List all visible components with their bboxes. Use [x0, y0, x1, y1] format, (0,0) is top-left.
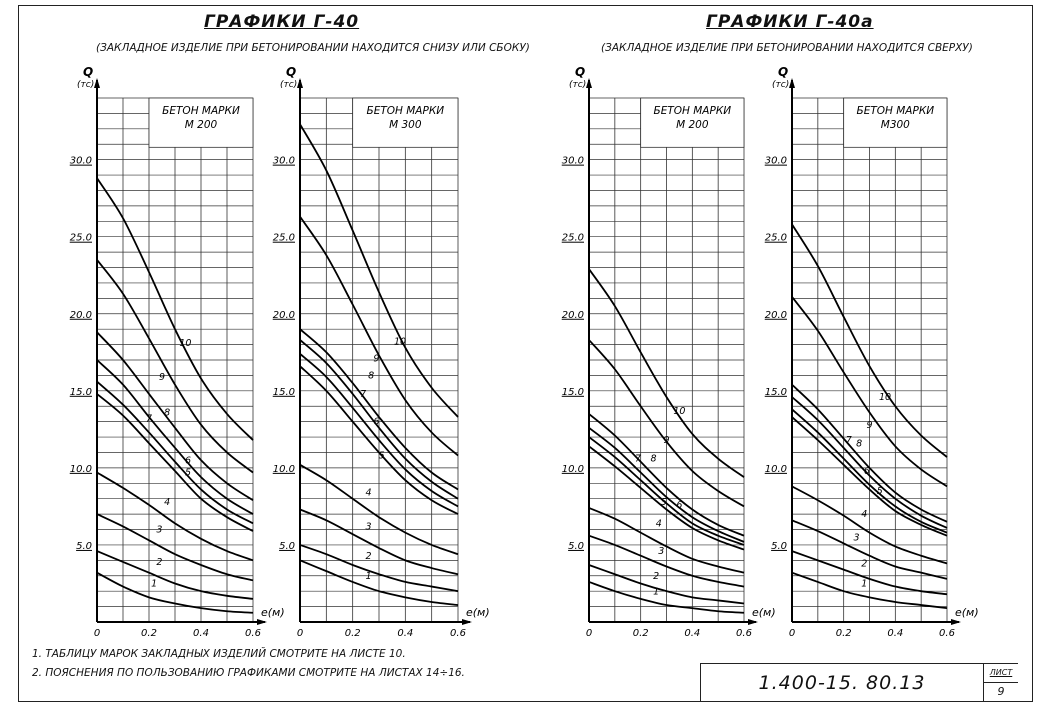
y-tick-label: 15.0 [764, 386, 787, 398]
y-tick-label: 30.0 [561, 155, 584, 167]
y-axis-unit: (тс) [772, 80, 790, 90]
series-label-10: 10 [878, 392, 892, 404]
series-label-4: 4 [365, 487, 372, 499]
series-label-1: 1 [861, 578, 868, 590]
y-tick-label: 30.0 [272, 155, 295, 167]
x-tick-label: 0 [585, 628, 593, 639]
panel-label: БЕТОН МАРКИ [653, 105, 732, 117]
x-tick-label: 0 [296, 628, 304, 639]
series-label-4: 4 [655, 518, 662, 530]
y-tick-label: 5.0 [279, 540, 295, 552]
panel-grade: М 200 [184, 119, 218, 131]
y-axis-unit: (тс) [569, 80, 587, 90]
x-tick-label: 0.4 [887, 628, 904, 639]
x-tick-label: 0.2 [141, 628, 157, 639]
series-label-3: 3 [365, 521, 372, 533]
series-label-9: 9 [866, 419, 873, 431]
y-tick-label: 20.0 [69, 309, 92, 321]
x-axis-label: е(м) [466, 606, 490, 619]
y-tick-label: 30.0 [69, 155, 92, 167]
y-tick-label: 25.0 [69, 232, 92, 244]
y-tick-label: 10.0 [69, 463, 92, 475]
y-tick-label: 10.0 [561, 463, 584, 475]
series-label-3: 3 [658, 546, 665, 558]
y-tick-label: 10.0 [764, 463, 787, 475]
y-axis-label: Q [286, 65, 297, 79]
series-label-8: 8 [650, 453, 657, 465]
y-tick-label: 25.0 [764, 232, 787, 244]
series-label-4: 4 [861, 509, 868, 521]
series-label-8: 8 [856, 438, 863, 450]
series-label-10: 10 [394, 336, 407, 348]
x-tick-label: 0.6 [450, 628, 466, 639]
series-label-5: 5 [660, 496, 667, 508]
y-tick-label: 15.0 [561, 386, 584, 398]
x-tick-label: 0.2 [344, 628, 361, 639]
series-label-1: 1 [653, 586, 660, 598]
x-tick-label: 0.6 [245, 628, 261, 639]
panel-label: БЕТОН МАРКИ [366, 105, 445, 117]
group-title-g40a: ГРАФИКИ Г-40а [706, 12, 874, 32]
series-label-7: 7 [635, 453, 642, 465]
x-axis-arrow [951, 619, 961, 625]
group-subtitle-g40: (ЗАКЛАДНОЕ ИЗДЕЛИЕ ПРИ БЕТОНИРОВАНИИ НАХОДИТСЯ СНИЗУ ИЛИ СБОКУ) [96, 42, 530, 54]
x-tick-label: 0.2 [835, 628, 852, 639]
x-tick-label: 0.6 [736, 628, 752, 639]
y-axis-label: Q [575, 65, 586, 79]
series-label-1: 1 [151, 578, 158, 590]
y-tick-label: 10.0 [272, 463, 295, 475]
series-label-8: 8 [164, 407, 171, 419]
series-label-3: 3 [853, 532, 860, 544]
y-tick-label: 15.0 [272, 386, 295, 398]
y-tick-label: 25.0 [561, 232, 584, 244]
x-tick-label: 0.4 [684, 628, 701, 639]
series-label-2: 2 [653, 570, 660, 582]
y-tick-label: 25.0 [272, 232, 295, 244]
series-label-6: 6 [373, 416, 380, 428]
sheet-number: 9 [997, 685, 1005, 698]
series-label-1: 1 [365, 570, 372, 582]
y-axis-label: Q [83, 65, 94, 79]
series-label-6: 6 [676, 499, 683, 511]
x-tick-label: 0 [93, 628, 101, 639]
series-label-2: 2 [365, 550, 372, 562]
x-tick-label: 0.4 [193, 628, 209, 639]
panel-label: БЕТОН МАРКИ [856, 105, 935, 117]
note-1: 1. ТАБЛИЦУ МАРОК ЗАКЛАДНЫХ ИЗДЕЛИЙ СМОТРИТЕ НА ЛИСТЕ 10. [32, 648, 406, 660]
x-tick-label: 0 [788, 628, 796, 639]
group-subtitle-g40a: (ЗАКЛАДНОЕ ИЗДЕЛИЕ ПРИ БЕТОНИРОВАНИИ НАХОДИТСЯ СВЕРХУ) [601, 42, 973, 54]
y-axis-unit: (тс) [77, 80, 95, 90]
y-axis-arrow [789, 78, 795, 88]
y-tick-label: 20.0 [764, 309, 787, 321]
series-label-10: 10 [673, 405, 686, 417]
series-label-7: 7 [845, 435, 852, 447]
series-label-5: 5 [378, 450, 385, 462]
y-tick-label: 5.0 [568, 540, 584, 552]
series-label-3: 3 [156, 524, 163, 536]
panel-grade: М 200 [676, 119, 709, 131]
y-tick-label: 5.0 [771, 540, 787, 552]
series-label-7: 7 [145, 413, 153, 425]
series-label-9: 9 [373, 353, 380, 365]
x-axis-label: е(м) [752, 606, 776, 619]
series-label-5: 5 [876, 486, 883, 498]
series-label-9: 9 [663, 435, 670, 447]
panel-label: БЕТОН МАРКИ [162, 105, 240, 117]
notes [32, 645, 465, 683]
series-label-6: 6 [184, 455, 192, 467]
y-tick-label: 30.0 [764, 155, 787, 167]
x-tick-label: 0.2 [632, 628, 649, 639]
x-axis-label: е(м) [261, 606, 285, 619]
x-tick-label: 0.4 [397, 628, 414, 639]
y-tick-label: 20.0 [272, 309, 295, 321]
panel-grade: М300 [880, 119, 910, 131]
y-tick-label: 20.0 [561, 309, 584, 321]
title-block [700, 663, 1018, 701]
x-tick-label: 0.6 [939, 628, 955, 639]
x-axis-label: е(м) [955, 606, 979, 619]
note-2: 2. ПОЯСНЕНИЯ ПО ПОЛЬЗОВАНИЮ ГРАФИКАМИ СМОТРИТЕ НА ЛИСТАХ 14÷16. [32, 667, 465, 679]
y-axis-unit: (тс) [280, 80, 298, 90]
series-label-6: 6 [863, 466, 870, 478]
sheet-label: ЛИСТ [984, 664, 1018, 683]
y-axis-label: Q [778, 65, 789, 79]
series-label-9: 9 [158, 372, 166, 384]
group-title-g40: ГРАФИКИ Г-40 [204, 12, 360, 32]
document-code: 1.400-15. 80.13 [758, 672, 926, 694]
series-label-7: 7 [360, 388, 367, 400]
sheet-cell [983, 664, 1019, 702]
series-label-5: 5 [184, 467, 192, 479]
series-label-2: 2 [156, 556, 163, 568]
series-label-8: 8 [368, 370, 375, 382]
series-label-2: 2 [861, 558, 868, 570]
panel-grade: М 300 [389, 119, 422, 131]
series-label-4: 4 [164, 496, 171, 508]
series-label-10: 10 [179, 338, 192, 350]
y-tick-label: 15.0 [69, 386, 92, 398]
y-tick-label: 5.0 [76, 540, 92, 552]
